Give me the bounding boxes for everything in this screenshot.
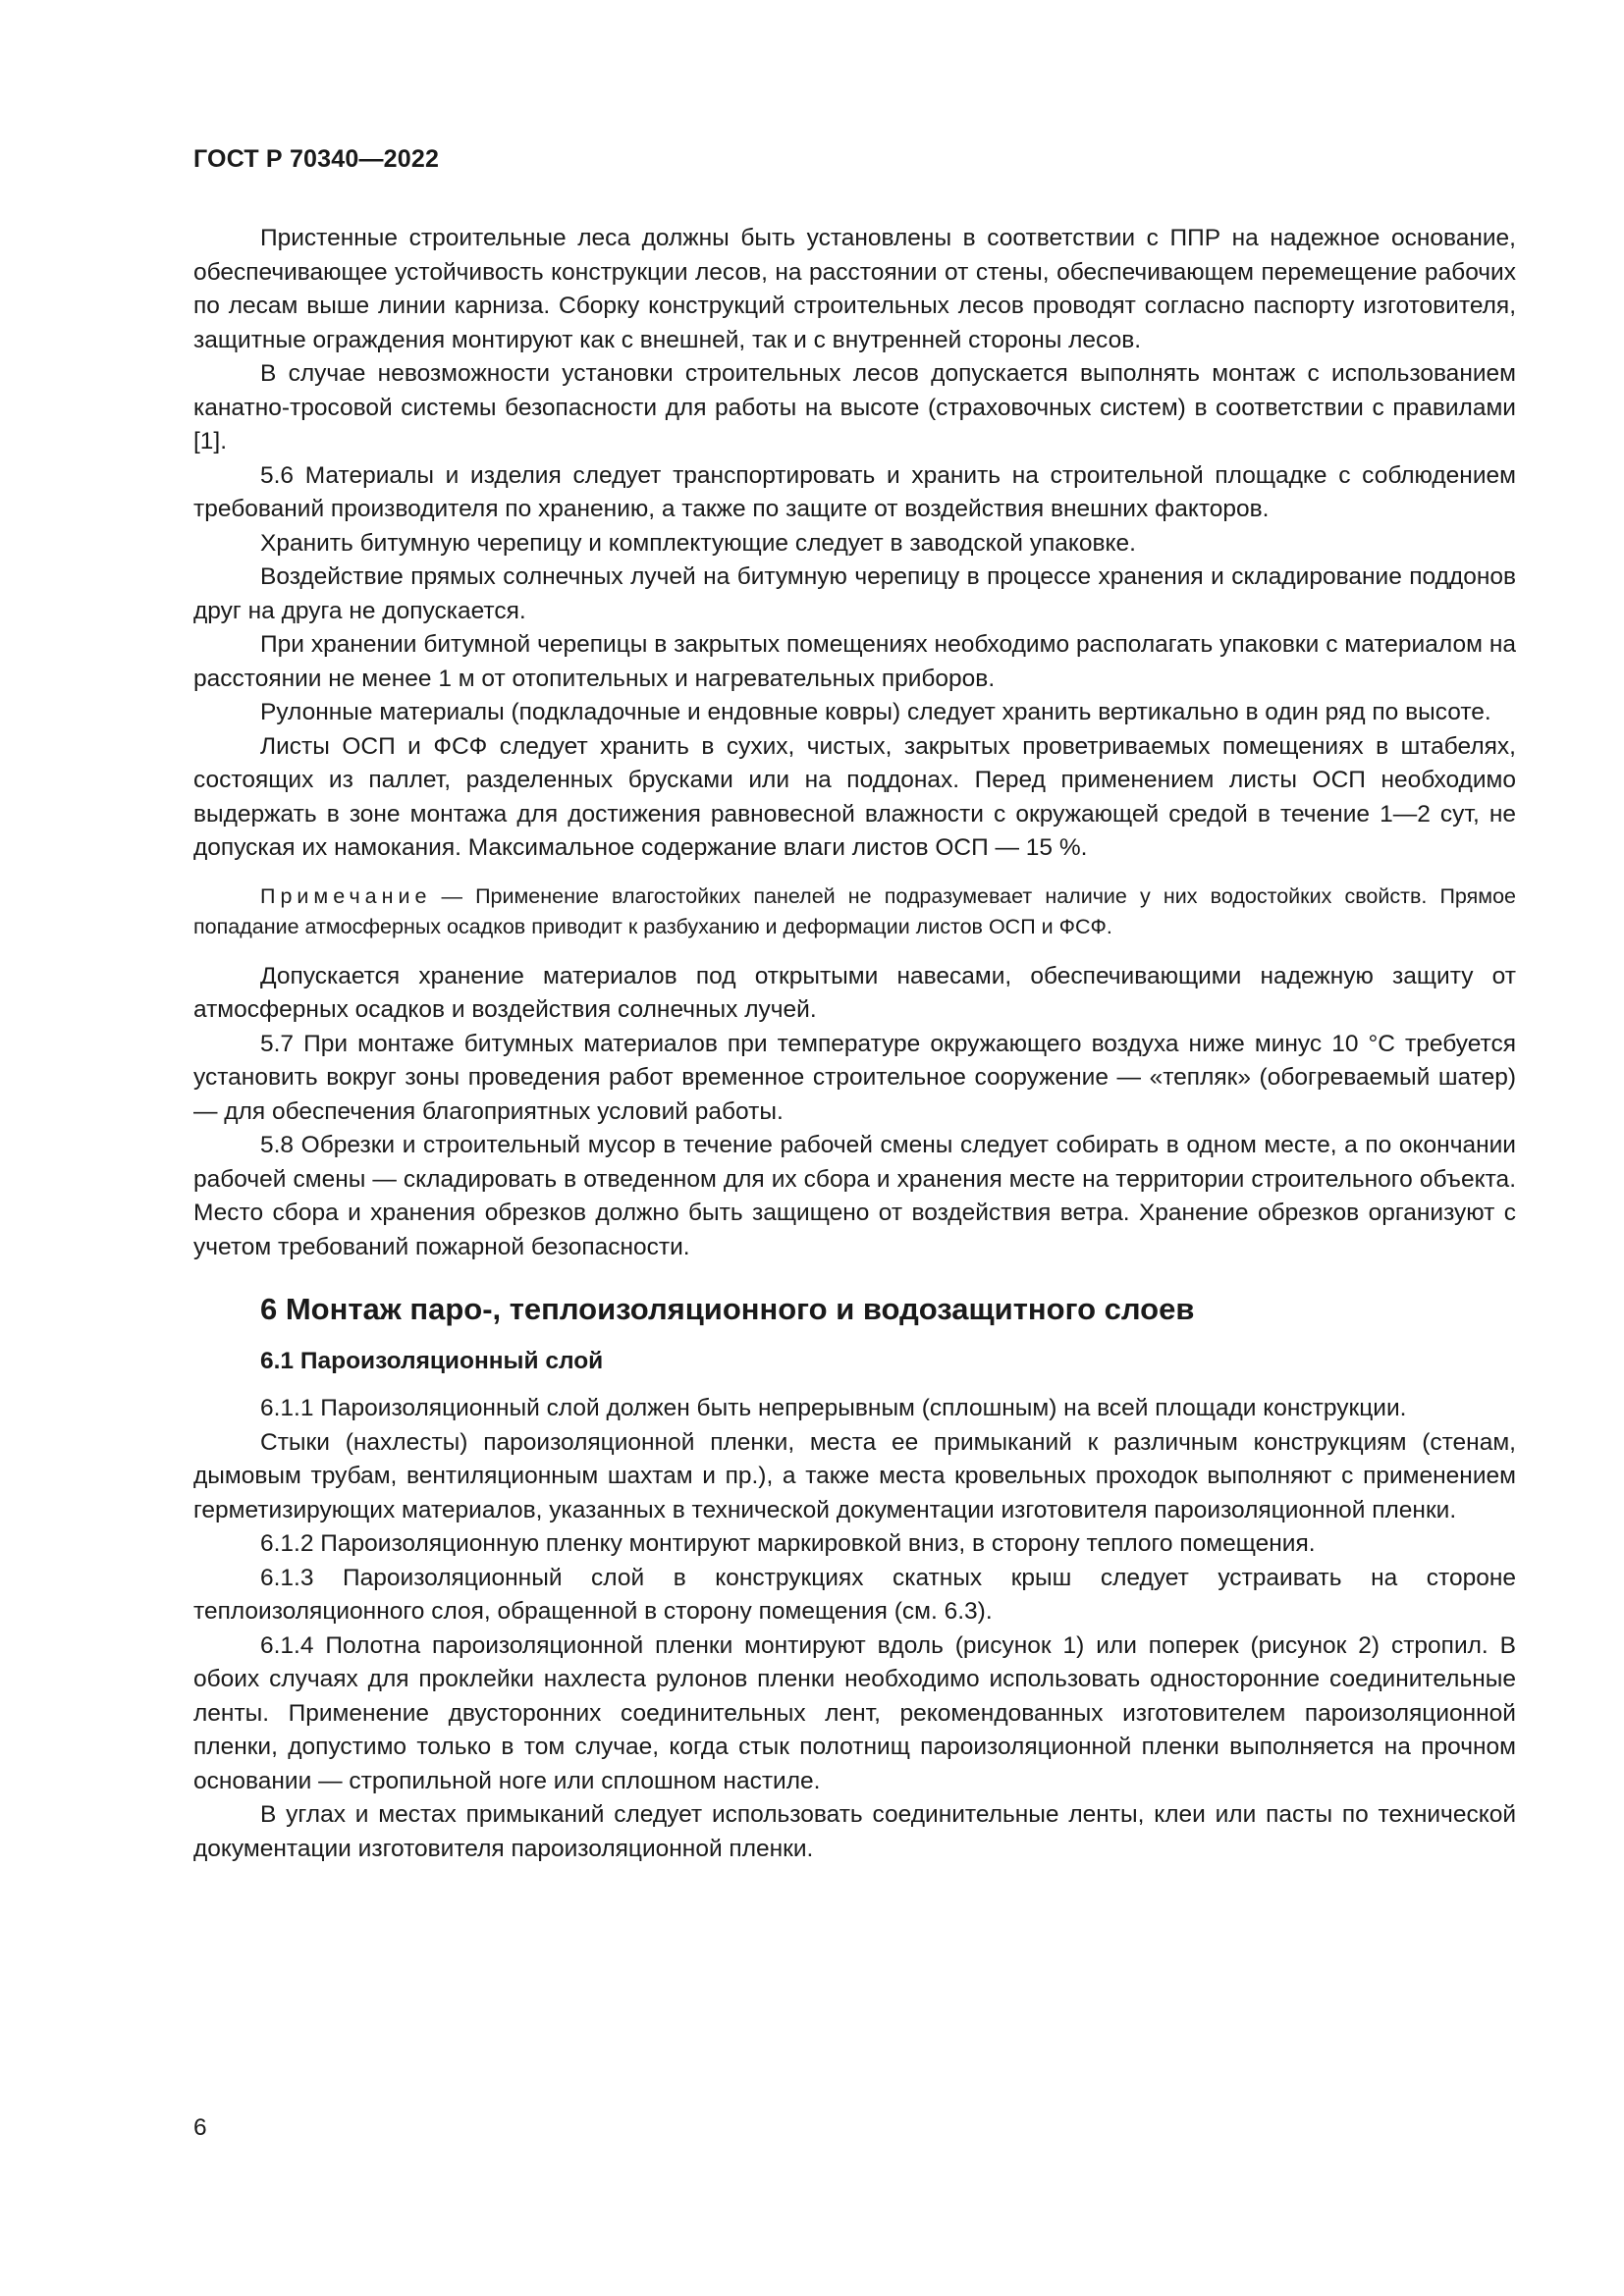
paragraph: 6.1.1 Пароизоляционный слой должен быть непрерывным (сплошным) на всей площади конструкции. — [260, 1395, 1407, 1421]
paragraph: 5.6 Материалы и изделия следует транспортировать и хранить на строительной площадке с соблюдением требований производителя по хранению, а также по защите от воздействия внешних факторов. — [193, 461, 1516, 522]
paragraph: Стыки (нахлесты) пароизоляционной пленки, места ее примыканий к различным конструкциям (стенам, дымовым трубам, вентиляционным шахтам и пр.), а также места кровельных проходок выполняют с применением герметизирующих материалов, указанных в технической документации изготовителя пароизоляционной пленки. — [193, 1428, 1516, 1523]
paragraph: При хранении битумной черепицы в закрытых помещениях необходимо располагать упаковки с материалом на расстоянии не менее 1 м от отопительных и нагревательных приборов. — [193, 631, 1516, 692]
document-header: ГОСТ Р 70340—2022 — [193, 145, 440, 173]
paragraph: Листы ОСП и ФСФ следует хранить в сухих, чистых, закрытых проветриваемых помещениях в штабелях, состоящих из паллет, разделенных брусками или на поддонах. Перед применением листы ОСП необходимо выдержать в зоне монтажа для достижения равновесной влажности с окружающей средой в течение 1—2 сут, не допуская их намокания. Максимальное содержание влаги листов ОСП — 15 %. — [193, 732, 1516, 861]
page-number: 6 — [193, 2114, 207, 2141]
subsection-heading: 6.1 Пароизоляционный слой — [260, 1348, 604, 1374]
document-body — [193, 222, 1516, 1866]
paragraph: 6.1.2 Пароизоляционную пленку монтируют маркировкой вниз, в сторону теплого помещения. — [260, 1530, 1316, 1557]
note-label: Примечание — [260, 883, 432, 908]
section-heading: 6 Монтаж паро-, теплоизоляционного и водозащитного слоев — [260, 1292, 1195, 1326]
paragraph: 5.7 При монтаже битумных материалов при температуре окружающего воздуха ниже минус 10 °С требуется установить вокруг зоны проведения работ временное строительное сооружение — «тепляк» (обогреваемый шатер) — для обеспечения благоприятных условий работы. — [193, 1030, 1516, 1125]
paragraph: Рулонные материалы (подкладочные и ендовные ковры) следует хранить вертикально в один ряд по высоте. — [260, 699, 1491, 725]
paragraph: Допускается хранение материалов под открытыми навесами, обеспечивающими надежную защиту от атмосферных осадков и воздействия солнечных лучей. — [193, 962, 1516, 1023]
note — [193, 881, 1516, 942]
paragraph: В случае невозможности установки строительных лесов допускается выполнять монтаж с использованием канатно-тросовой системы безопасности для работы на высоте (страховочных систем) в соответствии с правилами [1]. — [193, 360, 1516, 454]
note-text: — Применение влагостойких панелей не подразумевает наличие у них водостойких свойств. Прямое попадание атмосферных осадков приводит к разбуханию и деформации листов ОСП и ФСФ. — [193, 883, 1516, 938]
paragraph: 5.8 Обрезки и строительный мусор в течение рабочей смены следует собирать в одном месте, а по окончании рабочей смены — складировать в отведенном для их сбора и хранения месте на территории строительного объекта. Место сбора и хранения обрезков должно быть защищено от воздействия ветра. Хранение обрезков организуют с учетом требований пожарной безопасности. — [193, 1132, 1516, 1260]
paragraph: Хранить битумную черепицу и комплектующие следует в заводской упаковке. — [260, 529, 1136, 557]
paragraph: Воздействие прямых солнечных лучей на битумную черепицу в процессе хранения и складирование поддонов друг на друга не допускается. — [193, 563, 1516, 624]
paragraph: 6.1.3 Пароизоляционный слой в конструкциях скатных крыш следует устраивать на стороне теплоизоляционного слоя, обращенной в сторону помещения (см. 6.3). — [193, 1564, 1516, 1625]
paragraph: 6.1.4 Полотна пароизоляционной пленки монтируют вдоль (рисунок 1) или поперек (рисунок 2) стропил. В обоих случаях для проклейки нахлеста рулонов пленки необходимо использовать односторонние соединительные ленты. Применение двусторонних соединительных лент, рекомендованных изготовителем пароизоляционной пленки, допустимо только в том случае, когда стык полотнищ пароизоляционной пленки выполняется на прочном основании — стропильной ноге или сплошном настиле. — [193, 1631, 1516, 1794]
paragraph: Пристенные строительные леса должны быть установлены в соответствии с ППР на надежное основание, обеспечивающее устойчивость конструкции лесов, на расстоянии от стены, обеспечивающем перемещение рабочих по лесам выше линии карниза. Сборку конструкций строительных лесов проводят согласно паспорту изготовителя, защитные ограждения монтируют как с внешней, так и с внутренней стороны лесов. — [193, 225, 1516, 353]
paragraph: В углах и местах примыканий следует использовать соединительные ленты, клеи или пасты по технической документации изготовителя пароизоляционной пленки. — [193, 1801, 1516, 1862]
